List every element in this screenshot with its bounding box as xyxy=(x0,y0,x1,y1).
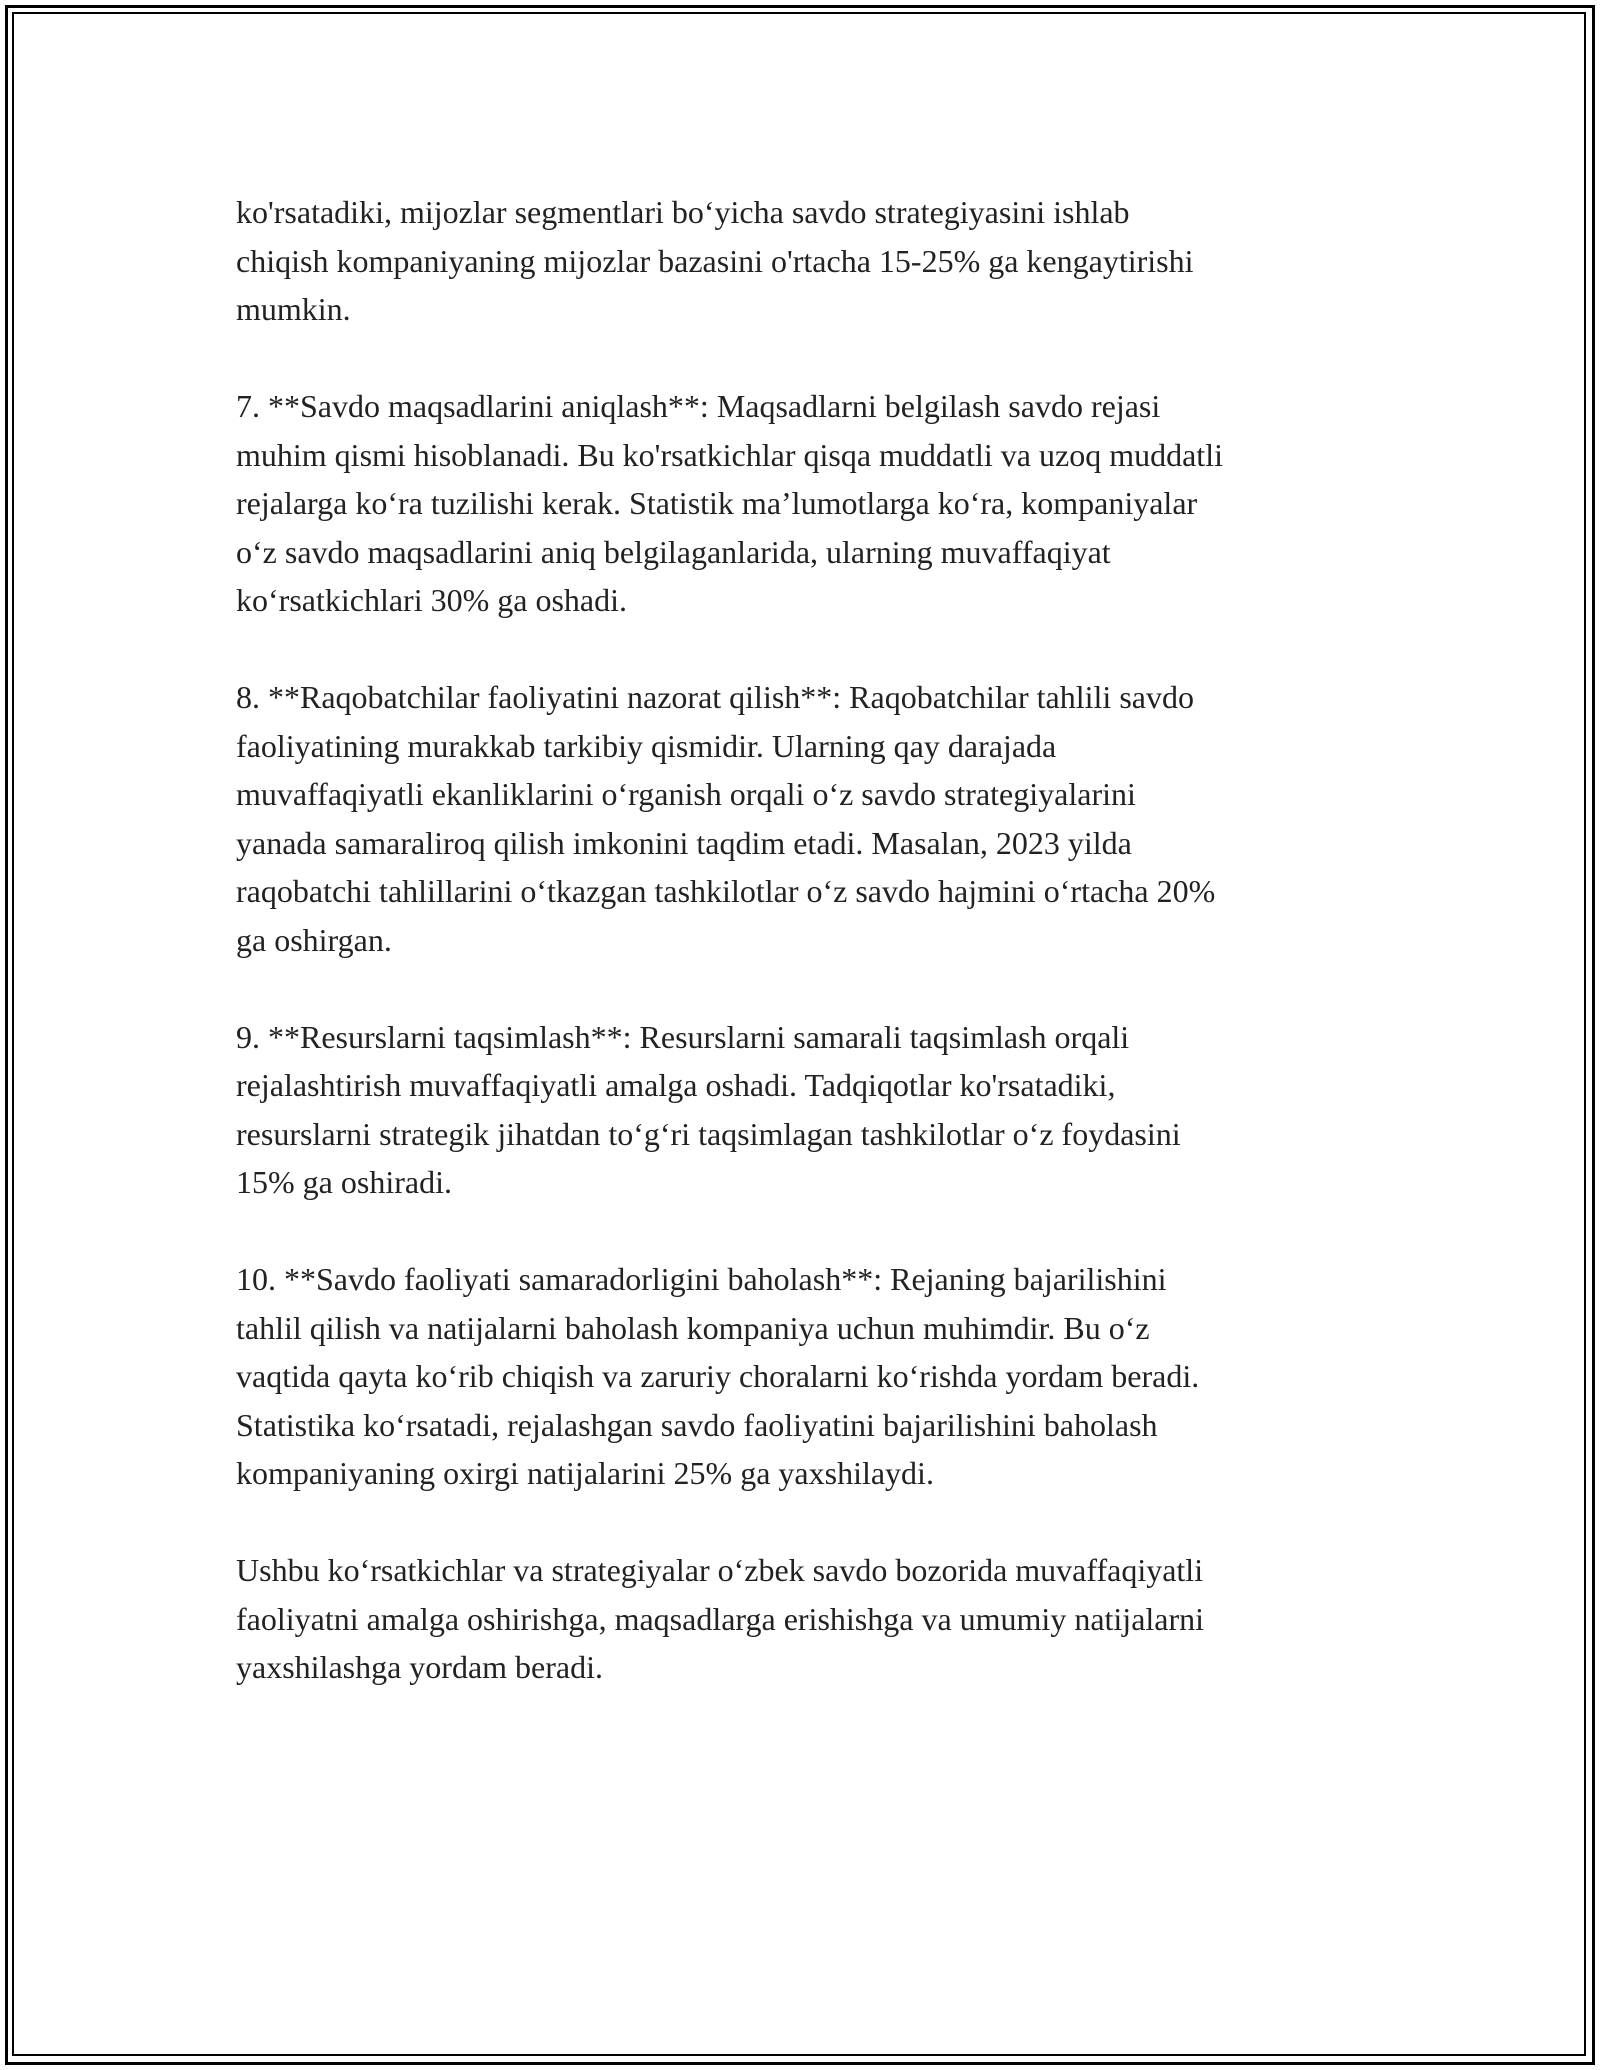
text-line: yanada samaraliroq qilish imkonini taqdim etadi. Masalan, 2023 yilda xyxy=(236,824,1132,861)
document-body xyxy=(236,188,1376,1740)
text-line: vaqtida qayta ko‘rib chiqish va zaruriy choralarni ko‘rishda yordam beradi. xyxy=(236,1358,1200,1394)
text-line: yaxshilashga yordam beradi. xyxy=(236,1649,603,1685)
text-line: tahlil qilish va natijalarni baholash kompaniya uchun muhimdir. Bu o‘z xyxy=(236,1309,1150,1346)
text-line: rejalarga ko‘ra tuzilishi kerak. Statistik ma’lumotlarga ko‘ra, kompaniyalar xyxy=(236,485,1198,521)
text-line: o‘z savdo maqsadlarini aniq belgilaganlarida, ularning muvaffaqiyat xyxy=(236,533,1111,570)
paragraph-item-9 xyxy=(236,1013,1376,1207)
text-line: ko'rsatadiki, mijozlar segmentlari bo‘yicha savdo strategiyasini ishlab xyxy=(236,194,1130,230)
paragraph-item-8 xyxy=(236,673,1376,964)
text-line: faoliyatni amalga oshirishga, maqsadlarga erishishga va umumiy natijalarni xyxy=(236,1600,1205,1637)
text-line: ga oshirgan. xyxy=(236,921,392,958)
text-line: raqobatchi tahlillarini o‘tkazgan tashkilotlar o‘z savdo hajmini o‘rtacha 20% xyxy=(236,873,1216,909)
text-line: kompaniyaning oxirgi natijalarini 25% ga yaxshilaydi. xyxy=(236,1455,934,1491)
text-line: rejalashtirish muvaffaqiyatli amalga oshadi. Tadqiqotlar ko'rsatadiki, xyxy=(236,1067,1116,1103)
paragraph-item-10 xyxy=(236,1255,1376,1498)
text-line: ko‘rsatkichlari 30% ga oshadi. xyxy=(236,582,627,618)
text-line: 9. **Resurslarni taqsimlash**: Resurslarni samarali taqsimlash orqali xyxy=(236,1018,1130,1055)
text-line: resurslarni strategik jihatdan to‘g‘ri taqsimlagan tashkilotlar o‘z foydasini xyxy=(236,1115,1181,1152)
text-line: muhim qismi hisoblanadi. Bu ko'rsatkichlar qisqa muddatli va uzoq muddatli xyxy=(236,436,1223,473)
text-line: chiqish kompaniyaning mijozlar bazasini o'rtacha 15-25% ga kengaytirishi xyxy=(236,242,1194,279)
text-line: Statistika ko‘rsatadi, rejalashgan savdo faoliyatini bajarilishini baholash xyxy=(236,1406,1158,1443)
text-line: 10. **Savdo faoliyati samaradorligini baholash**: Rejaning bajarilishini xyxy=(236,1261,1167,1297)
text-line: 15% ga oshiradi. xyxy=(236,1164,452,1200)
text-line: 8. **Raqobatchilar faoliyatini nazorat qilish**: Raqobatchilar tahlili savdo xyxy=(236,679,1194,715)
text-line: faoliyatining murakkab tarkibiy qismidir. Ularning qay darajada xyxy=(236,727,1057,764)
paragraph-item-7 xyxy=(236,382,1376,625)
text-line: Ushbu ko‘rsatkichlar va strategiyalar o‘zbek savdo bozorida muvaffaqiyatli xyxy=(236,1552,1204,1588)
paragraph-intro-continuation xyxy=(236,188,1376,334)
text-line: 7. **Savdo maqsadlarini aniqlash**: Maqsadlarni belgilash savdo rejasi xyxy=(236,388,1161,424)
text-line: muvaffaqiyatli ekanliklarini o‘rganish orqali o‘z savdo strategiyalarini xyxy=(236,776,1136,812)
text-line: mumkin. xyxy=(236,291,351,327)
paragraph-conclusion xyxy=(236,1546,1376,1692)
